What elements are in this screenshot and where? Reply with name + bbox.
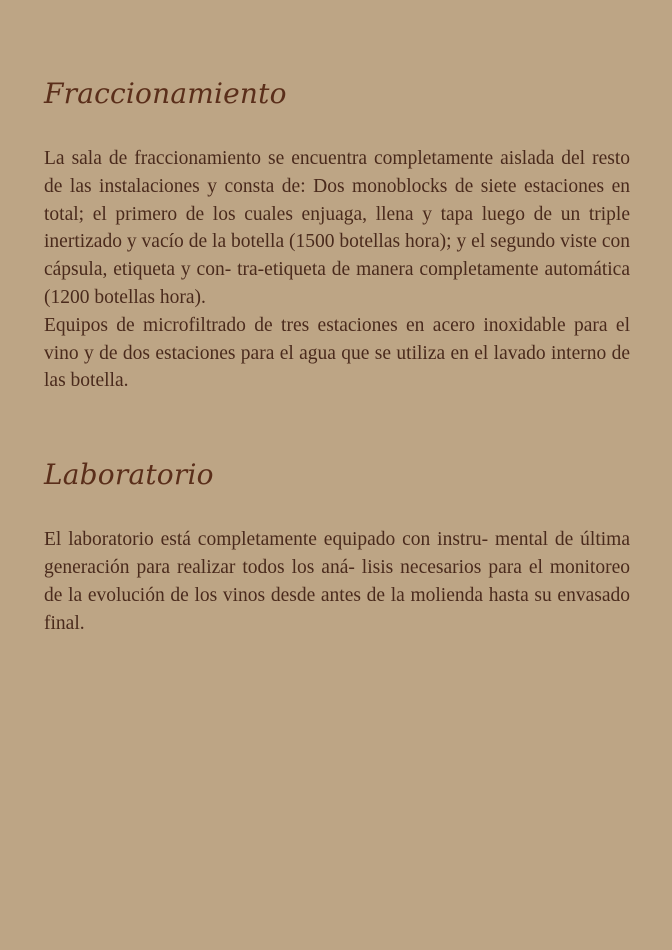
paragraph-laboratorio: El laboratorio está completamente equipado con instru- mental de última generación para realizar todos los aná- lisis necesarios para el monitoreo de la evolución de los vinos desde antes de la molienda hasta su envasado final. [44, 529, 630, 634]
section-body-laboratorio [44, 526, 630, 637]
page-content [44, 74, 630, 637]
section-title-fraccionamiento: Fraccionamiento [44, 77, 287, 110]
section-body-fraccionamiento [44, 145, 630, 395]
paragraph-fraccionamiento-equipos: Equipos de microfiltrado de tres estaciones en acero inoxidable para el vino y de dos estaciones para el agua que se utiliza en el lavado interno de las botella. [44, 314, 630, 392]
section-title-laboratorio: Laboratorio [44, 458, 214, 492]
paragraph-fraccionamiento-intro: La sala de fraccionamiento se encuentra completamente aislada del resto de las instalaciones y consta de: Dos monoblocks de siete estaciones en total; el primero de los cuales enjuaga, llena y tapa luego de un triple inertizado y vacío de la botella (1500 botellas hora); y el segundo viste con cápsula, etiqueta y con- tra-etiqueta de manera completamente automática (1200 botellas hora). [44, 148, 630, 308]
